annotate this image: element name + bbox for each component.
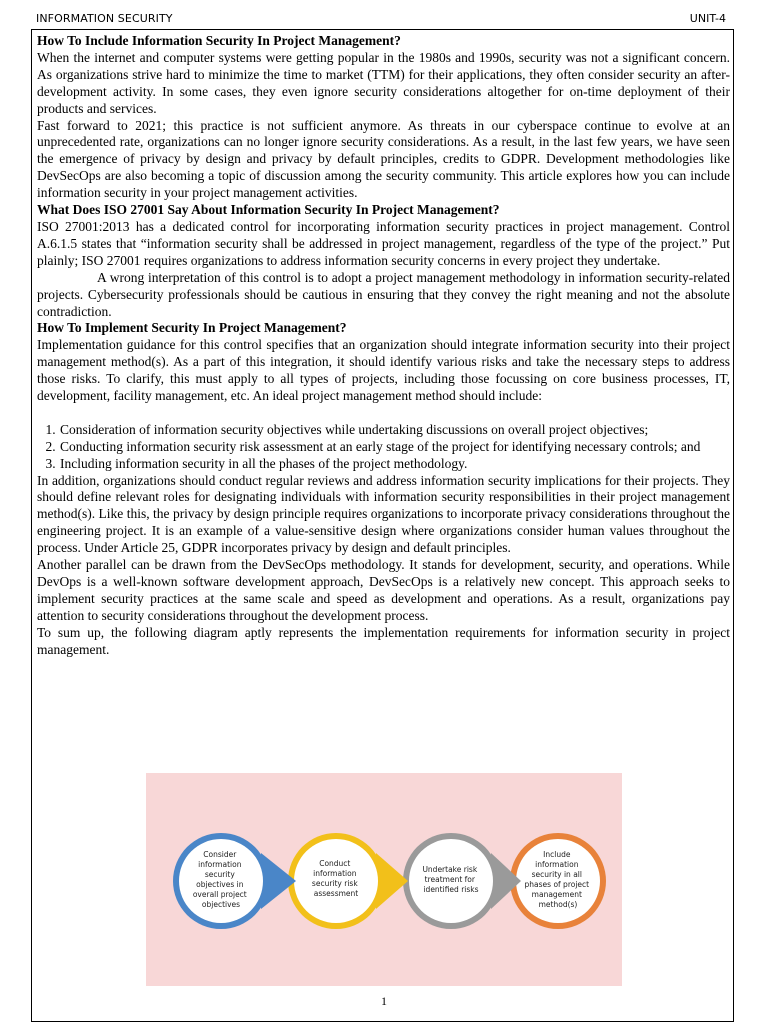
header-unit: UNIT-4 — [689, 12, 726, 25]
header-title: INFORMATION SECURITY — [36, 12, 173, 25]
paragraph: Another parallel can be drawn from the DevSecOps methodology. It stands for development, security, and operations. While DevOps is a well-known software development approach, DevSecOps is a relatively new concept. This approach seeks to implement security practices at the same scale and speed as development and operations. As a result, organizations pay attention to security considerations throughout the development process. — [37, 557, 730, 623]
list-item: 2. Conducting information security risk assessment at an early stage of the project for identifying necessary controls; and — [59, 439, 730, 456]
process-diagram-graphic — [146, 773, 622, 986]
process-diagram — [146, 773, 622, 986]
page-header — [36, 9, 732, 27]
list-item: 1. Consideration of information security objectives while undertaking discussions on overall project objectives; — [59, 422, 730, 439]
diagram-step-1-text: Consider information security objectives in overall project objectives — [192, 850, 247, 909]
blank-line — [37, 405, 730, 422]
paragraph: A wrong interpretation of this control is to adopt a project management methodology in information security-related projects. Cybersecurity professionals should be cautious in ensuring that they convey the right meaning and not the absolute contradiction. — [37, 269, 730, 319]
section-heading-include: How To Include Information Security In Project Management? — [37, 33, 401, 48]
paragraph: To sum up, the following diagram aptly represents the implementation requirements for information security in project management. — [37, 624, 730, 657]
requirements-list — [37, 422, 730, 473]
page-number: 1 — [381, 994, 387, 1008]
list-item: 3. Including information security in all the phases of the project methodology. — [59, 456, 730, 473]
diagram-step-3-text: Undertake risk treatment for identified risks — [422, 865, 479, 894]
paragraph: Fast forward to 2021; this practice is not sufficient anymore. As threats in our cyberspace continue to evolve at an unprecedented rate, organizations can no longer ignore security considerations. As a result, in the last few years, we have seen the emergence of privacy by design and privacy by default principles, credits to GDPR. Development methodologies like DevSecOps are also becoming a topic of discussion among the security community. This article explores how you can include information security in your project management activities. — [37, 117, 730, 201]
section-heading-iso27001: What Does ISO 27001 Say About Information Security In Project Management? — [37, 202, 500, 218]
paragraph: In addition, organizations should conduct regular reviews and address information security implications for their projects. They should define relevant roles for designating individuals with information security responsibilities in their project management method(s). Like this, the privacy by design principle requires organizations to incorporate privacy considerations throughout the engineering project. It is an example of a value-sensitive design where organizations consider human values throughout the process. Under Article 25, GDPR incorporates privacy by design and default principles. — [37, 472, 730, 556]
diagram-step-4-text: Include information security in all phases of project management method(s) — [524, 850, 590, 909]
paragraph: ISO 27001:2013 has a dedicated control for incorporating information security practices in project management. Control A.6.1.5 states that “information security shall be addressed in project management, regardless of the type of the project.” Put plainly; ISO 27001 requires organizations to address information security concerns in every project they undertake. — [37, 218, 730, 268]
paragraph: When the internet and computer systems were getting popular in the 1980s and 1990s, security was not a significant concern. As organizations strive hard to minimize the time to market (TTM) for their applications, they often consider security an after-development activity. In some cases, they even ignore security considerations altogether for on-time deployment of their products and services. — [37, 49, 730, 116]
paragraph: Implementation guidance for this control specifies that an organization should integrate information security into their project management method(s). As a part of this integration, it should identify various risks and take the necessary steps to address those risks. To clarify, this must apply to all types of projects, including those focussing on core business processes, IT, development, facility management, etc. An ideal project management method should include: — [37, 337, 730, 404]
document-body — [37, 33, 730, 659]
section-heading-implement: How To Implement Security In Project Management? — [37, 320, 347, 336]
diagram-step-2-text: Conduct information security risk assessment — [311, 859, 359, 898]
